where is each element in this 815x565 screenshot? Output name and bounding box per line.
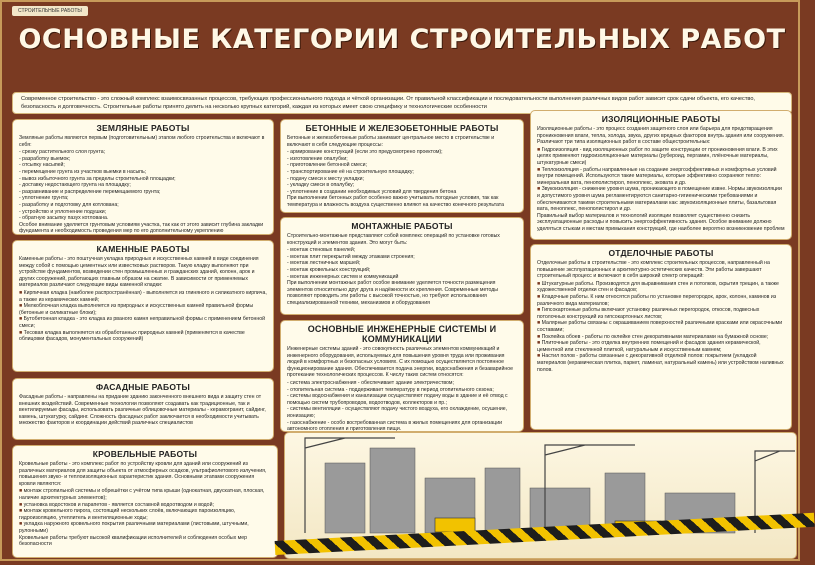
list-item: - разравнивание и распределение перемещаемого грунта;: [19, 189, 267, 196]
intro-text: Современное строительство - это сложный комплекс взаимосвязанных процессов, требующих профессионального подхода и чёткой организации. От правильной классификации и последовательности выполнения различных видов работ зависит срок сдачи объекта, его качество, безопасность и долговечность. Строительные работы принято делить на несколько крупных категорий, каждая из которых имеет свою специфику и технологические особенности: [12, 92, 792, 114]
list-item: - монтаж лестничных маршей;: [287, 260, 517, 267]
list-item: - разработку выемок;: [19, 156, 267, 163]
concrete-list: [287, 149, 517, 195]
panel-note: Кровельные работы требуют высокой квалификации исполнителей и соблюдения особых мер безопасности: [19, 534, 248, 548]
panel-title: КАМЕННЫЕ РАБОТЫ: [96, 244, 190, 254]
panel-title: ИЗОЛЯЦИОННЫЕ РАБОТЫ: [601, 114, 721, 124]
list-item: ■ монтаж кровельного пирога, состоящий нескольких слоёв, включающих пароизоляцию, гидроизоляцию, утеплитель и вентиляционные ходы;: [19, 508, 271, 521]
list-item: - подачу смеси к месту укладки;: [287, 176, 517, 183]
list-item: ■ Теплоизоляция - работы направленные на создание энергоэффективных и комфортных условий внутри помещений. Используются такие материалы, которые эффективно сохраняют тепло: минеральная вата, пенополистирол, пеноплекс, эковата и др.: [537, 167, 785, 187]
list-item: - монтаж плит перекрытий между этажами строения;: [287, 254, 517, 261]
panel-note: Особое внимание уделяется грунтовым условиям участка, так как от этого зависит глубина закладки фундамента и необходимость проведения мер по его дополнительному укреплению: [19, 221, 264, 235]
panel-note: При выполнении бетонных работ особенно важно учитывать погодные условия, так как температура и влажность воздуха существенно влияют на качество конечного результата: [287, 195, 504, 208]
list-item: ■ Малярные работы связаны с окрашиванием поверхностей различными красками или окрасочными составами;: [537, 320, 785, 333]
list-item: - система электроснабжения - обеспечивает здание электричеством;: [287, 380, 517, 387]
list-item: - монтаж стеновых панелей;: [287, 247, 517, 254]
list-item: ■ Кирпичная кладка (наиболее распространённая) - выполняется из глиняного и силикатного кирпича, а также из керамических камней;: [19, 290, 267, 303]
earth-list: [19, 149, 267, 222]
list-item: - отсыпку насыпей;: [19, 162, 267, 169]
list-item: - системы водоснабжения и канализации осуществляют подачу воды в здание и её отвод с помощью систем трубопроводов, водоотводов, коллекторов и пр.;: [287, 393, 517, 406]
panel-text: Земляные работы являются первым (подготовительным) этапом любого строительства и включают в себя:: [19, 135, 265, 148]
panel-text: Кровельные работы - это комплекс работ по устройству кровли для зданий или сооружений из различных материалов для защиты объекта от атмосферных осадков, ультрафиолетового излучения, повышения звуко- и теплоизоляционных характеристик здания. Основными этапами сооружения кровли являются:: [19, 461, 267, 487]
panel-facade-works: [12, 378, 274, 440]
list-item: ■ установка водостоков и парапетов - является составной водоотводом и водой;: [19, 502, 271, 509]
page-title: ОСНОВНЫЕ КАТЕГОРИИ СТРОИТЕЛЬНЫХ РАБОТ: [18, 24, 786, 55]
list-item: - перемещение грунта из участков выемки в насыпь;: [19, 169, 267, 176]
engineering-list: [287, 380, 517, 433]
panel-title: ОСНОВНЫЕ ИНЖЕНЕРНЫЕ СИСТЕМЫ И КОММУНИКАЦИИ: [307, 324, 497, 344]
list-item: - газоснабжение - особо востребованная система в жилых помещениях для организации автономного отопления и приготовления пищи.: [287, 420, 517, 433]
panel-concrete-works: [280, 119, 524, 213]
panel-text: Строительно-монтажные представляют собой комплекс операций по установке готовых конструкций и элементов здания. Это могут быть:: [287, 233, 500, 246]
list-item: - уплотнение в создании необходимых условий для твердения бетона: [287, 189, 517, 196]
list-item: - монтаж кровельных конструкций;: [287, 267, 517, 274]
list-item: - отопительная система - поддерживает температуру в период отопительного сезона;: [287, 387, 517, 394]
list-item: ■ Тесовая кладка выполняется из обработанных природных камней (применяется в качестве облицовки фасадов, монументальных сооружений): [19, 330, 267, 343]
panel-stone-works: [12, 240, 274, 372]
list-item: ■ укладка наружного кровельного покрытия различными материалами (листовыми, штучными, рулонными): [19, 521, 271, 534]
panel-note: Правильный выбор материалов и технологий изоляции позволяет существенно снизить эксплуатационные расходы и повысить энергоэффективность здания. Особое внимание должно уделяться стыкам и местам примыкания конструкций, где наиболее вероятно возникновение проблем: [537, 212, 785, 232]
list-item: - укладку смеси в опалубку;: [287, 182, 517, 189]
panel-finishing-works: [530, 244, 792, 430]
list-item: - уплотнение грунта;: [19, 195, 267, 202]
list-item: ■ Бутобетонная кладка - это кладка из рваного камня неправильной формы с применением бетонной смеси;: [19, 316, 267, 329]
list-item: - изготовление опалубки;: [287, 156, 517, 163]
list-item: ■ Штукатурные работы. Производятся для выравнивания стен и потолков, скрытия трещин, а также художественной отделки стен и фасадов;: [537, 281, 785, 294]
list-item: ■ Гипсокартонные работы включают установку различных перегородок, откосов, подвесных потолочных конструкций из гипсокартонных листов;: [537, 307, 785, 320]
panel-note: При выполнении монтажных работ особое внимание уделяется точности размещения элементов относительно друг друга и надёжности их крепления. Современные методы позволяют проводить эти работы с высокой точностью, но требуют использования специализированной техники, механизмов и оборудования: [287, 280, 499, 306]
mount-list: [287, 247, 517, 280]
panel-insulation-works: [530, 110, 792, 240]
panel-roof-works: [12, 445, 278, 558]
panel-text: Бетонные и железобетонные работы занимают центральное место в строительстве и включают в себя следующие процессы:: [287, 135, 495, 148]
panel-earth-works: [12, 119, 274, 235]
stone-list: [19, 290, 267, 343]
construction-illustration: [284, 432, 797, 559]
list-item: - транспортирование её на строительную площадку;: [287, 169, 517, 176]
building-1: [325, 463, 365, 533]
list-item: ■ Мелкоблочная кладка выполняется из природных и искусственных камней правильной формы (бетонные и силикатные блоки);: [19, 303, 267, 316]
panel-text: Изоляционные работы - это процесс создания защитного слоя или барьера для предотвращения проникновения влаги, тепла, холода, звука, других вредных факторов внутрь здания или сооружения. Различают три типа изоляционных работ в составе общестроительных:: [537, 126, 785, 146]
panel-mount-works: [280, 217, 524, 315]
panel-text: Отделочные работы в строительстве - это комплекс строительных процессов, направленный на повышение эксплуатационных и архитектурно-эстетических качеств. Эти работы завершают строительный процесс и включают в себя широкий спектр операций:: [537, 260, 770, 280]
list-item: - устройство и уплотнение подушки;: [19, 209, 267, 216]
list-item: ■ Поклейка обоев - работы по оклейке стен декоративными материалами на бумажной основе;: [537, 334, 785, 341]
list-item: ■ Звукоизоляция - снижение уровня шума, проникающего в помещение извне. Нормы звукоизоляции и допустимого уровня шума регламентируются санитарно-гигиеническими требованиями и обеспечиваются такими строительными материалами как: звукоизоляционные плиты, базальтовая вата, пеноплекс, пенополистирол и др.: [537, 186, 785, 212]
insulation-list: [537, 147, 785, 213]
list-item: - приготовление бетонной смеси;: [287, 162, 517, 169]
list-item: - разработку и подготовку для котлована;: [19, 202, 267, 209]
panel-text: Каменные работы - это поштучная укладка природных и искусственных камней в виде соединения между собой с помощью цементных или известковых растворов. Такую кладку выполняют при устройстве фундаментов, возведении стен промышленных и гражданских зданий, колонн, арок и других сооружений, работающих главным образом на сжатие. В зависимости от применяемых материалов различают следующие виды каменной кладки:: [19, 256, 259, 289]
panel-title: ЗЕМЛЯНЫЕ РАБОТЫ: [96, 123, 190, 133]
category-tag: СТРОИТЕЛЬНЫЕ РАБОТЫ: [12, 6, 88, 16]
list-item: - срезку растительного слоя грунта;: [19, 149, 267, 156]
list-item: - армирование конструкций (если это предусмотрено проектом);: [287, 149, 517, 156]
list-item: - доставку недостающего грунта на площадку;: [19, 182, 267, 189]
panel-engineering-systems: [280, 320, 524, 432]
panel-title: БЕТОННЫЕ И ЖЕЛЕЗОБЕТОННЫЕ РАБОТЫ: [305, 123, 499, 133]
list-item: - обратную засыпку пазух котлована.: [19, 215, 267, 222]
finishing-list: [537, 281, 785, 373]
panel-text: Инженерные системы зданий - это совокупность различных элементов коммуникаций и инженерного оборудования, используемых для повышения уровня труда или проживания людей в комфортных и безопасных условиях. С их помощью осуществляется постоянное функционирование здания. Обеспечивается подача энергии, водоснабжения и безаварийное протекание технологических процессов. К числу таких систем относятся:: [287, 346, 513, 379]
panel-title: МОНТАЖНЫЕ РАБОТЫ: [351, 221, 453, 231]
panel-text: Фасадные работы - направлены на придание зданию законченного внешнего вида и защиту стен от внешних воздействий. Современные технологии позволяют создавать как традиционные, так и вентилируемые фасады, использовать различные облицовочные материалы - керамогранит, сайдинг, камень, штукатурку, сайдинг. Сложность фасадных работ заключается в необходимости учитывать множество факторов и координации действий различных специалистов: [19, 394, 266, 427]
list-item: ■ Плиточные работы - это отделка внутренних помещений и фасадов здания керамической, цементной или стеклянной плиткой, натуральным и искусственным камнем;: [537, 340, 785, 353]
list-item: ■ монтаж стропильной системы и обрешётки с учётом типа крыши (однокатная, двускатная, плоская, наличие архитектурных элементов);: [19, 488, 271, 501]
list-item: - монтаж инженерных систем и коммуникаций: [287, 274, 517, 281]
list-item: - вывоз избыточного грунта за пределы строительной площадки;: [19, 176, 267, 183]
roof-list: [19, 488, 271, 534]
panel-title: КРОВЕЛЬНЫЕ РАБОТЫ: [92, 449, 198, 459]
building-4: [485, 468, 520, 533]
panel-title: ФАСАДНЫЕ РАБОТЫ: [95, 382, 191, 392]
list-item: ■ Настил полов - работы связанные с декоративной отделкой полов: покрытием (укладкой материалов (керамическая плитка, паркет, ламинат, натуральный камень) или устройством наливных полов.: [537, 353, 785, 373]
panel-title: ОТДЕЛОЧНЫЕ РАБОТЫ: [608, 248, 714, 258]
list-item: ■ Кладочные работы. К ним относятся работы по установке перегородок, арок, колонн, каминов из различного вида материалов;: [537, 294, 785, 307]
list-item: ■ Гидроизоляция - вид изоляционных работ по защите конструкции от проникновения влаги. В этих целях применяют гидроизоляционные материалы (рубероид, пергамин, плёночные материалы, штукатурные смеси): [537, 147, 785, 167]
building-2: [370, 448, 415, 533]
list-item: - системы вентиляции - осуществляют подачу чистого воздуха, его охлаждение, осушение, ионизацию;: [287, 406, 517, 419]
